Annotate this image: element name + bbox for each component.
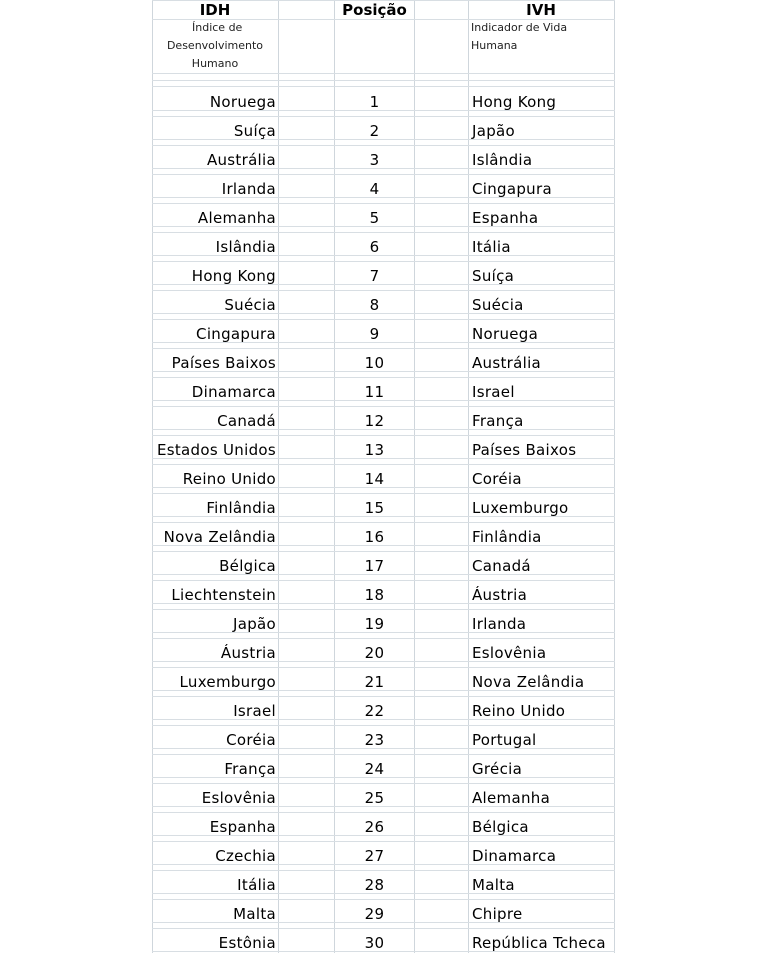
row-border — [152, 261, 615, 262]
row-border — [152, 80, 615, 81]
ivh-country-cell: Nova Zelândia — [472, 673, 585, 691]
ivh-country-cell: Países Baixos — [472, 441, 577, 459]
idh-country-cell: Israel — [233, 702, 276, 720]
idh-country-cell: Japão — [232, 615, 276, 633]
row-border — [152, 522, 615, 523]
position-cell: 17 — [364, 557, 385, 575]
ivh-country-cell: Reino Unido — [472, 702, 566, 720]
ivh-country-cell: Coréia — [472, 470, 522, 488]
ivh-country-cell: Eslovênia — [472, 644, 547, 662]
row-border — [152, 406, 615, 407]
position-cell: 28 — [364, 876, 385, 894]
position-cell: 14 — [364, 470, 385, 488]
idh-country-cell: Espanha — [209, 818, 276, 836]
idh-country-cell: Luxemburgo — [179, 673, 276, 691]
ivh-country-cell: Hong Kong — [472, 93, 557, 111]
row-border — [152, 348, 615, 349]
position-cell: 16 — [364, 528, 385, 546]
idh-country-cell: Suíça — [233, 122, 276, 140]
row-border — [152, 145, 615, 146]
ivh-country-cell: Chipre — [472, 905, 523, 923]
ivh-country-cell: Alemanha — [472, 789, 551, 807]
ivh-country-cell: Israel — [472, 383, 515, 401]
header-ivh: IVH — [526, 1, 556, 19]
position-cell: 8 — [369, 296, 380, 314]
header-idh-description — [152, 19, 278, 73]
idh-country-cell: França — [224, 760, 276, 778]
ivh-country-cell: Grécia — [472, 760, 523, 778]
row-border — [152, 232, 615, 233]
row-border — [152, 580, 615, 581]
ivh-country-cell: Islândia — [472, 151, 533, 169]
idh-country-cell: Áustria — [220, 644, 276, 662]
ivh-country-cell: Dinamarca — [472, 847, 557, 865]
position-cell: 20 — [364, 644, 385, 662]
ivh-country-cell: Noruega — [472, 325, 539, 343]
position-cell: 2 — [369, 122, 380, 140]
ivh-country-cell: Malta — [472, 876, 515, 894]
position-cell: 9 — [369, 325, 380, 343]
idh-country-cell: Estônia — [218, 934, 276, 952]
ivh-country-cell: Austrália — [472, 354, 542, 372]
header-posicao: Posição — [342, 1, 407, 19]
idh-country-cell: Irlanda — [221, 180, 276, 198]
idh-country-cell: Finlândia — [206, 499, 276, 517]
ivh-country-cell: República Tcheca — [472, 934, 606, 952]
idh-description-line: Índice de — [192, 21, 243, 34]
ivh-country-cell: Espanha — [472, 209, 539, 227]
idh-country-cell: Nova Zelândia — [163, 528, 276, 546]
header-idh: IDH — [199, 1, 231, 19]
row-border — [152, 86, 615, 87]
row-border — [152, 377, 615, 378]
row-border — [152, 725, 615, 726]
idh-country-cell: Cingapura — [196, 325, 276, 343]
row-border — [152, 203, 615, 204]
position-cell: 12 — [364, 412, 385, 430]
idh-country-cell: Canadá — [217, 412, 276, 430]
idh-country-cell: Suécia — [224, 296, 276, 314]
row-border — [152, 435, 615, 436]
row-border — [152, 73, 615, 74]
idh-country-cell: Islândia — [215, 238, 276, 256]
position-cell: 22 — [364, 702, 385, 720]
row-border — [152, 754, 615, 755]
position-cell: 15 — [364, 499, 385, 517]
position-cell: 21 — [364, 673, 385, 691]
row-border — [152, 319, 615, 320]
row-border — [152, 290, 615, 291]
ivh-country-cell: Irlanda — [472, 615, 527, 633]
row-border — [152, 609, 615, 610]
position-cell: 7 — [369, 267, 380, 285]
column-border — [468, 0, 469, 953]
column-border — [152, 0, 153, 953]
row-border — [152, 783, 615, 784]
ivh-country-cell: Finlândia — [472, 528, 542, 546]
idh-description-line: Desenvolvimento — [166, 39, 264, 52]
idh-description-line: Humano — [191, 57, 239, 70]
position-cell: 29 — [364, 905, 385, 923]
row-border — [152, 493, 615, 494]
row-border — [152, 116, 615, 117]
row-border — [152, 464, 615, 465]
position-cell: 24 — [364, 760, 385, 778]
idh-country-cell: Eslovênia — [201, 789, 276, 807]
ranking-table — [152, 0, 615, 953]
position-cell: 3 — [369, 151, 380, 169]
idh-country-cell: Estados Unidos — [156, 441, 276, 459]
idh-country-cell: Alemanha — [197, 209, 276, 227]
idh-country-cell: Dinamarca — [191, 383, 276, 401]
row-border — [152, 928, 615, 929]
idh-country-cell: Liechtenstein — [171, 586, 276, 604]
row-border — [152, 870, 615, 871]
idh-country-cell: Coréia — [226, 731, 276, 749]
position-cell: 11 — [364, 383, 385, 401]
ivh-country-cell: Bélgica — [472, 818, 529, 836]
idh-country-cell: Noruega — [209, 93, 276, 111]
column-border — [278, 0, 279, 953]
position-cell: 25 — [364, 789, 385, 807]
idh-country-cell: Hong Kong — [191, 267, 276, 285]
ivh-country-cell: Suécia — [472, 296, 524, 314]
row-border — [152, 841, 615, 842]
position-cell: 6 — [369, 238, 380, 256]
position-cell: 10 — [364, 354, 385, 372]
ivh-country-cell: Suíça — [472, 267, 515, 285]
position-cell: 26 — [364, 818, 385, 836]
row-border — [152, 899, 615, 900]
column-border — [614, 0, 615, 953]
row-border — [152, 696, 615, 697]
row-border — [152, 667, 615, 668]
position-cell: 4 — [369, 180, 380, 198]
row-border — [152, 551, 615, 552]
ivh-country-cell: Portugal — [472, 731, 537, 749]
row-border — [152, 638, 615, 639]
idh-country-cell: Austrália — [206, 151, 276, 169]
header-ivh-description: Indicador de Vida Humana — [471, 21, 568, 52]
ivh-country-cell: Cingapura — [472, 180, 552, 198]
ivh-country-cell: Áustria — [472, 586, 528, 604]
ivh-country-cell: Canadá — [472, 557, 531, 575]
row-border — [152, 812, 615, 813]
ivh-country-cell: Itália — [472, 238, 511, 256]
ivh-country-cell: Luxemburgo — [472, 499, 569, 517]
position-cell: 1 — [369, 93, 380, 111]
idh-country-cell: Itália — [237, 876, 276, 894]
position-cell: 30 — [364, 934, 385, 952]
idh-country-cell: Países Baixos — [171, 354, 276, 372]
idh-country-cell: Bélgica — [219, 557, 276, 575]
ivh-country-cell: Japão — [472, 122, 516, 140]
position-cell: 5 — [369, 209, 380, 227]
row-border — [152, 174, 615, 175]
position-cell: 23 — [364, 731, 385, 749]
idh-country-cell: Reino Unido — [182, 470, 276, 488]
idh-country-cell: Czechia — [215, 847, 276, 865]
ivh-country-cell: França — [472, 412, 524, 430]
position-cell: 13 — [364, 441, 385, 459]
position-cell: 18 — [364, 586, 385, 604]
position-cell: 19 — [364, 615, 385, 633]
position-cell: 27 — [364, 847, 385, 865]
idh-country-cell: Malta — [233, 905, 276, 923]
